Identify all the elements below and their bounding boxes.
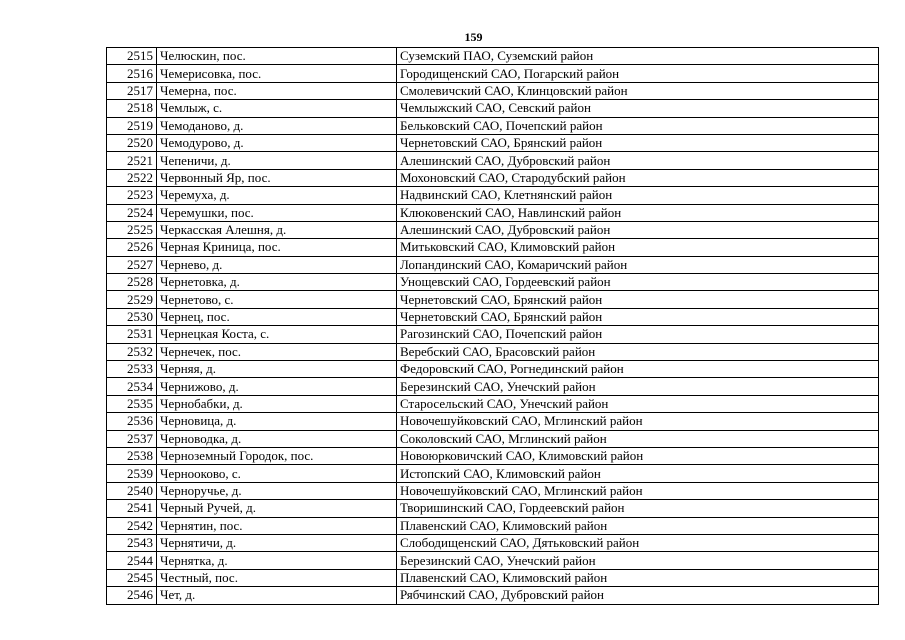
settlement-name-cell: Честный, пос. (157, 569, 397, 586)
row-number-cell: 2524 (107, 204, 157, 221)
row-number-cell: 2518 (107, 100, 157, 117)
settlement-name-cell: Черноручье, д. (157, 482, 397, 499)
settlement-name-cell: Чемерисовка, пос. (157, 65, 397, 82)
settlement-name-cell: Черняя, д. (157, 361, 397, 378)
district-cell: Бельковский САО, Почепский район (397, 117, 879, 134)
settlement-name-cell: Черный Ручей, д. (157, 500, 397, 517)
table-row (107, 117, 879, 134)
settlement-name-cell: Чемодурово, д. (157, 134, 397, 151)
table-row (107, 500, 879, 517)
row-number-cell: 2539 (107, 465, 157, 482)
table-row (107, 395, 879, 412)
table-row (107, 256, 879, 273)
table-row (107, 204, 879, 221)
district-cell: Рябчинский САО, Дубровский район (397, 587, 879, 604)
settlement-name-cell: Чернетово, с. (157, 291, 397, 308)
settlement-name-cell: Чернец, пос. (157, 308, 397, 325)
row-number-cell: 2520 (107, 134, 157, 151)
table-row (107, 100, 879, 117)
settlement-name-cell: Чернево, д. (157, 256, 397, 273)
district-cell: Истопский САО, Климовский район (397, 465, 879, 482)
row-number-cell: 2523 (107, 187, 157, 204)
district-cell: Чемлыжский САО, Севский район (397, 100, 879, 117)
settlement-name-cell: Черная Криница, пос. (157, 239, 397, 256)
table-row (107, 465, 879, 482)
district-cell: Федоровский САО, Рогнединский район (397, 361, 879, 378)
row-number-cell: 2526 (107, 239, 157, 256)
settlement-name-cell: Черноземный Городок, пос. (157, 447, 397, 464)
district-cell: Старосельский САО, Унечский район (397, 395, 879, 412)
table-row (107, 517, 879, 534)
district-cell: Новочешуйковский САО, Мглинский район (397, 413, 879, 430)
table-row (107, 239, 879, 256)
row-number-cell: 2531 (107, 326, 157, 343)
row-number-cell: 2529 (107, 291, 157, 308)
row-number-cell: 2522 (107, 169, 157, 186)
table-row (107, 82, 879, 99)
row-number-cell: 2542 (107, 517, 157, 534)
district-cell: Плавенский САО, Климовский район (397, 569, 879, 586)
settlements-table-body (107, 48, 879, 605)
table-row (107, 569, 879, 586)
row-number-cell: 2525 (107, 221, 157, 238)
settlement-name-cell: Чернооково, с. (157, 465, 397, 482)
settlement-name-cell: Черемушки, пос. (157, 204, 397, 221)
table-row (107, 482, 879, 499)
row-number-cell: 2527 (107, 256, 157, 273)
row-number-cell: 2541 (107, 500, 157, 517)
table-row (107, 378, 879, 395)
district-cell: Смолевичский САО, Клинцовский район (397, 82, 879, 99)
district-cell: Лопандинский САО, Комаричский район (397, 256, 879, 273)
settlement-name-cell: Чернецкая Коста, с. (157, 326, 397, 343)
table-row (107, 413, 879, 430)
table-row (107, 134, 879, 151)
table-row (107, 552, 879, 569)
district-cell: Клюковенский САО, Навлинский район (397, 204, 879, 221)
settlement-name-cell: Чернятин, пос. (157, 517, 397, 534)
table-row (107, 587, 879, 604)
table-row (107, 343, 879, 360)
table-row (107, 187, 879, 204)
row-number-cell: 2533 (107, 361, 157, 378)
table-row (107, 361, 879, 378)
row-number-cell: 2544 (107, 552, 157, 569)
district-cell: Соколовский САО, Мглинский район (397, 430, 879, 447)
district-cell: Слободищенский САО, Дятьковский район (397, 534, 879, 551)
district-cell: Алешинский САО, Дубровский район (397, 152, 879, 169)
settlement-name-cell: Чемлыж, с. (157, 100, 397, 117)
settlement-name-cell: Червонный Яр, пос. (157, 169, 397, 186)
district-cell: Березинский САО, Унечский район (397, 378, 879, 395)
district-cell: Новоюрковичский САО, Климовский район (397, 447, 879, 464)
settlement-name-cell: Чемоданово, д. (157, 117, 397, 134)
district-cell: Митьковский САО, Климовский район (397, 239, 879, 256)
settlement-name-cell: Чернятка, д. (157, 552, 397, 569)
table-row (107, 308, 879, 325)
table-row (107, 48, 879, 65)
settlement-name-cell: Челюскин, пос. (157, 48, 397, 65)
settlement-name-cell: Черемуха, д. (157, 187, 397, 204)
row-number-cell: 2537 (107, 430, 157, 447)
district-cell: Березинский САО, Унечский район (397, 552, 879, 569)
row-number-cell: 2536 (107, 413, 157, 430)
district-cell: Мохоновский САО, Стародубский район (397, 169, 879, 186)
district-cell: Творишинский САО, Гордеевский район (397, 500, 879, 517)
row-number-cell: 2521 (107, 152, 157, 169)
row-number-cell: 2515 (107, 48, 157, 65)
district-cell: Унощевский САО, Гордеевский район (397, 274, 879, 291)
settlement-name-cell: Чернятичи, д. (157, 534, 397, 551)
table-row (107, 291, 879, 308)
row-number-cell: 2528 (107, 274, 157, 291)
settlement-name-cell: Чернобабки, д. (157, 395, 397, 412)
row-number-cell: 2516 (107, 65, 157, 82)
row-number-cell: 2538 (107, 447, 157, 464)
district-cell: Городищенский САО, Погарский район (397, 65, 879, 82)
table-row (107, 169, 879, 186)
row-number-cell: 2517 (107, 82, 157, 99)
settlement-name-cell: Черноводка, д. (157, 430, 397, 447)
table-row (107, 326, 879, 343)
row-number-cell: 2532 (107, 343, 157, 360)
district-cell: Надвинский САО, Клетнянский район (397, 187, 879, 204)
table-row (107, 152, 879, 169)
district-cell: Чернетовский САО, Брянский район (397, 291, 879, 308)
settlements-table (106, 47, 879, 605)
settlement-name-cell: Чепеничи, д. (157, 152, 397, 169)
settlement-name-cell: Черновица, д. (157, 413, 397, 430)
row-number-cell: 2543 (107, 534, 157, 551)
settlement-name-cell: Чернижово, д. (157, 378, 397, 395)
settlement-name-cell: Чет, д. (157, 587, 397, 604)
row-number-cell: 2535 (107, 395, 157, 412)
settlement-name-cell: Черкасская Алешня, д. (157, 221, 397, 238)
settlement-name-cell: Чернечек, пос. (157, 343, 397, 360)
settlement-name-cell: Чернетовка, д. (157, 274, 397, 291)
district-cell: Плавенский САО, Климовский район (397, 517, 879, 534)
district-cell: Веребский САО, Брасовский район (397, 343, 879, 360)
row-number-cell: 2519 (107, 117, 157, 134)
table-row (107, 534, 879, 551)
district-cell: Чернетовский САО, Брянский район (397, 308, 879, 325)
table-row (107, 221, 879, 238)
district-cell: Новочешуйковский САО, Мглинский район (397, 482, 879, 499)
row-number-cell: 2546 (107, 587, 157, 604)
row-number-cell: 2545 (107, 569, 157, 586)
row-number-cell: 2530 (107, 308, 157, 325)
row-number-cell: 2540 (107, 482, 157, 499)
table-row (107, 447, 879, 464)
district-cell: Алешинский САО, Дубровский район (397, 221, 879, 238)
table-row (107, 430, 879, 447)
table-row (107, 274, 879, 291)
settlement-name-cell: Чемерна, пос. (157, 82, 397, 99)
page-number: 159 (464, 30, 483, 44)
district-cell: Чернетовский САО, Брянский район (397, 134, 879, 151)
row-number-cell: 2534 (107, 378, 157, 395)
district-cell: Рагозинский САО, Почепский район (397, 326, 879, 343)
table-row (107, 65, 879, 82)
district-cell: Суземский ПАО, Суземский район (397, 48, 879, 65)
